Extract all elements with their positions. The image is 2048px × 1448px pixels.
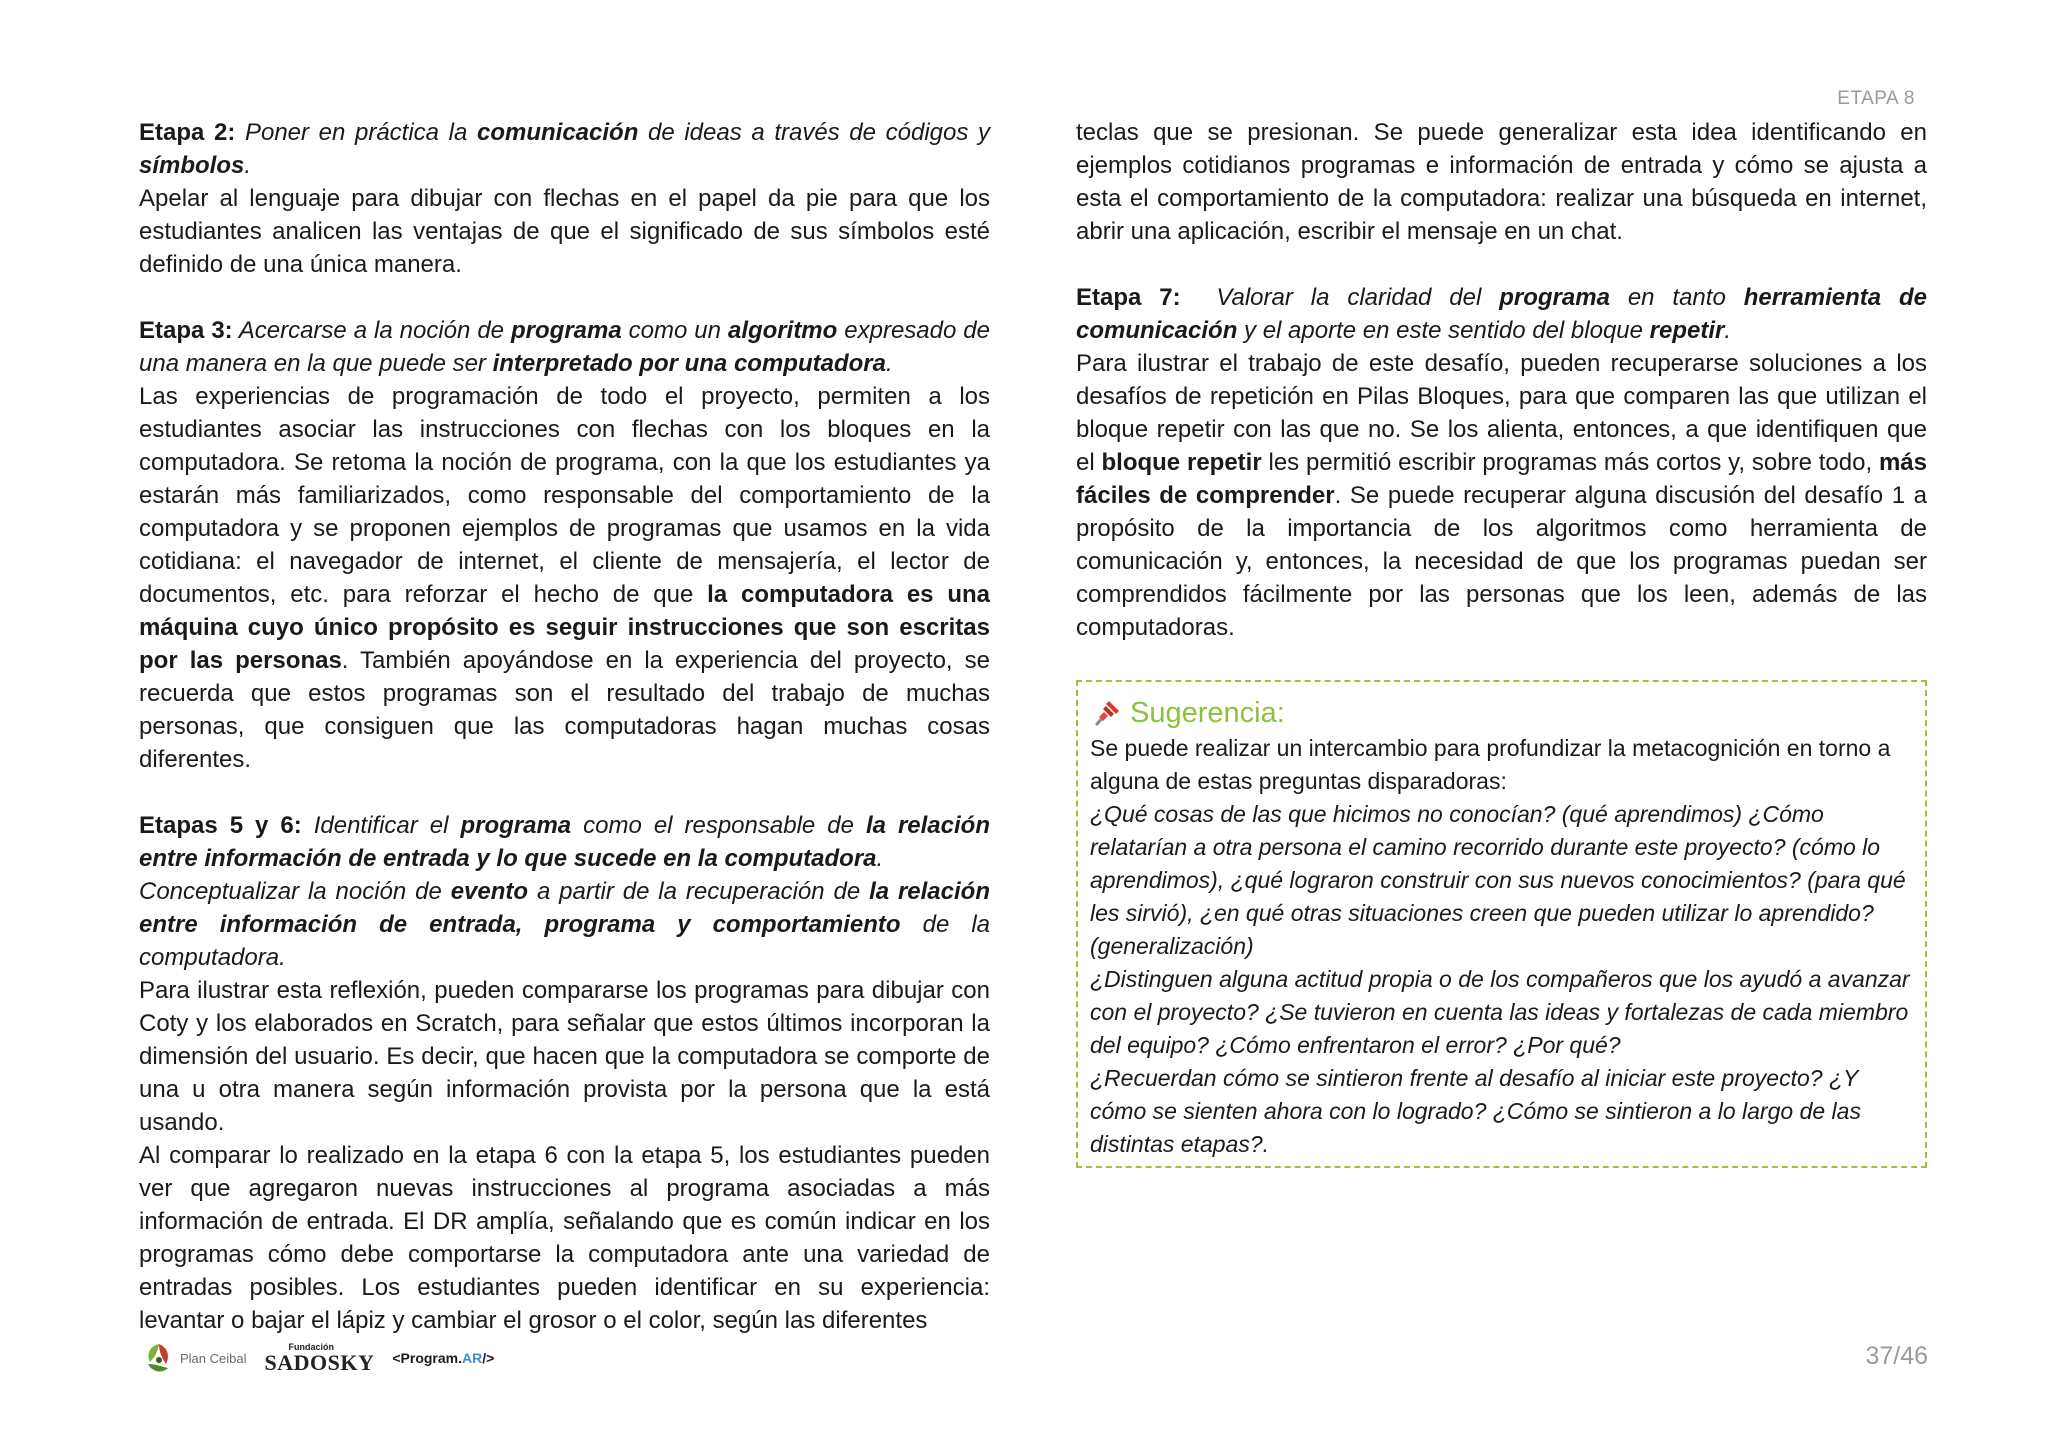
footer-logos [142, 1340, 494, 1376]
etapas56-body-1: Para ilustrar esta reflexión, pueden compararse los programas para dibujar con Coty y los elaborados en Scratch, para señalar que estos últimos incorporan la dimensión del usuario. Es decir, que hacen que la computadora se comporte de una u otra manera según información provista por la persona que la está usando. [139, 977, 990, 1136]
etapas56-heading: Etapas 5 y 6: Identificar el programa como el responsable de la relación entre información de entrada y lo que sucede en la computadora. [139, 812, 990, 872]
suggestion-intro: Se puede realizar un intercambio para profundizar la metacognición en torno a alguna de estas preguntas disparadoras: [1090, 735, 1891, 794]
etapa3-body: Las experiencias de programación de todo el proyecto, permiten a los estudiantes asociar las instrucciones con flechas con los bloques en la computadora. Se retoma la noción de programa, con la que los estudiantes ya estarán más familiarizados, como responsable del comportamiento de la computadora y se proponen ejemplos de programas que usamos en la vida cotidiana: el navegador de internet, el cliente de mensajería, el lector de documentos, etc. para reforzar el hecho de que la computadora es una máquina cuyo único propósito es seguir instrucciones que son escritas por las personas. También apoyándose en la experiencia del proyecto, se recuerda que estos programas son el resultado del trabajo de muchas personas, que consiguen que las computadoras hagan muchas cosas diferentes. [139, 383, 990, 773]
continuation-text: teclas que se presionan. Se puede generalizar esta idea identificando en ejemplos cotidianos programas e información de entrada y cómo se ajusta a esta el comportamiento de la computadora: realizar una búsqueda en internet, abrir una aplicación, escribir el mensaje en un chat. [1076, 119, 1927, 245]
etapas56-subtitle: Conceptualizar la noción de evento a partir de la recuperación de la relación entre información de entrada, programa y comportamiento de la computadora. [139, 878, 990, 971]
ceibal-leaf-icon [142, 1340, 176, 1376]
suggestion-title: Sugerencia: [1090, 694, 1913, 732]
suggestion-question-1: ¿Qué cosas de las que hicimos no conocían? (qué aprendimos) ¿Cómo relatarían a otra persona el camino recorrido durante este proyecto? (cómo lo aprendimos), ¿qué lograron construir con sus nuevos conocimientos? (para qué les sirvió), ¿en qué otras situaciones creen que pueden utilizar lo aprendido? (generalización) [1090, 801, 1906, 959]
left-column [139, 116, 990, 1337]
fundacion-sadosky-logo: Fundación SADOSKY [264, 1341, 375, 1375]
suggestion-box [1076, 680, 1927, 1168]
pushpin-icon [1090, 696, 1124, 730]
right-column [1076, 116, 1927, 644]
etapa2-body: Apelar al lenguaje para dibujar con flechas en el papel da pie para que los estudiantes analicen las ventajas de que el significado de sus símbolos esté definido de una única manera. [139, 185, 990, 278]
suggestion-question-3: ¿Recuerdan cómo se sintieron frente al desafío al iniciar este proyecto? ¿Y cómo se sienten ahora con lo logrado? ¿Cómo se sintieron a lo largo de las distintas etapas?. [1090, 1065, 1861, 1157]
etapa3-heading: Etapa 3: Acercarse a la noción de programa como un algoritmo expresado de una manera en la que puede ser interpretado por una computadora. [139, 317, 990, 377]
suggestion-question-2: ¿Distinguen alguna actitud propia o de los compañeros que los ayudó a avanzar con el proyecto? ¿Se tuvieron en cuenta las ideas y fortalezas de cada miembro del equipo? ¿Cómo enfrentaron el error? ¿Por qué? [1090, 966, 1910, 1058]
etapa7-body: Para ilustrar el trabajo de este desafío, pueden recuperarse soluciones a los desafíos de repetición en Pilas Bloques, para que comparen las que utilizan el bloque repetir con las que no. Se los alienta, entonces, a que identifiquen que el bloque repetir les permitió escribir programas más cortos y, sobre todo, más fáciles de comprender. Se puede recuperar alguna discusión del desafío 1 a propósito de la importancia de los algoritmos como herramienta de comunicación y, entonces, la necesidad de que los programas puedan ser comprendidos fácilmente por las personas que los leen, además de las computadoras. [1076, 350, 1928, 641]
programar-logo: <Program.AR/> [392, 1350, 495, 1366]
plan-ceibal-logo: Plan Ceibal [142, 1340, 247, 1376]
etapa7-heading: Etapa 7: Valorar la claridad del programa en tanto herramienta de comunicación y el aporte en este sentido del bloque repetir. [1076, 284, 1927, 344]
etapas56-body-2: Al comparar lo realizado en la etapa 6 con la etapa 5, los estudiantes pueden ver que agregaron nuevas instrucciones al programa asociadas a más información de entrada. El DR amplía, señalando que es común indicar en los programas cómo debe comportarse la computadora ante una variedad de entradas posibles. Los estudiantes pueden identificar en su experiencia: levantar o bajar el lápiz y cambiar el grosor o el color, según las diferentes [139, 1142, 990, 1334]
etapa2-heading: Etapa 2: Poner en práctica la comunicación de ideas a través de códigos y símbolos. [139, 119, 990, 179]
section-label: ETAPA 8 [1837, 88, 1915, 109]
page-number: 37/46 [1865, 1342, 1928, 1370]
